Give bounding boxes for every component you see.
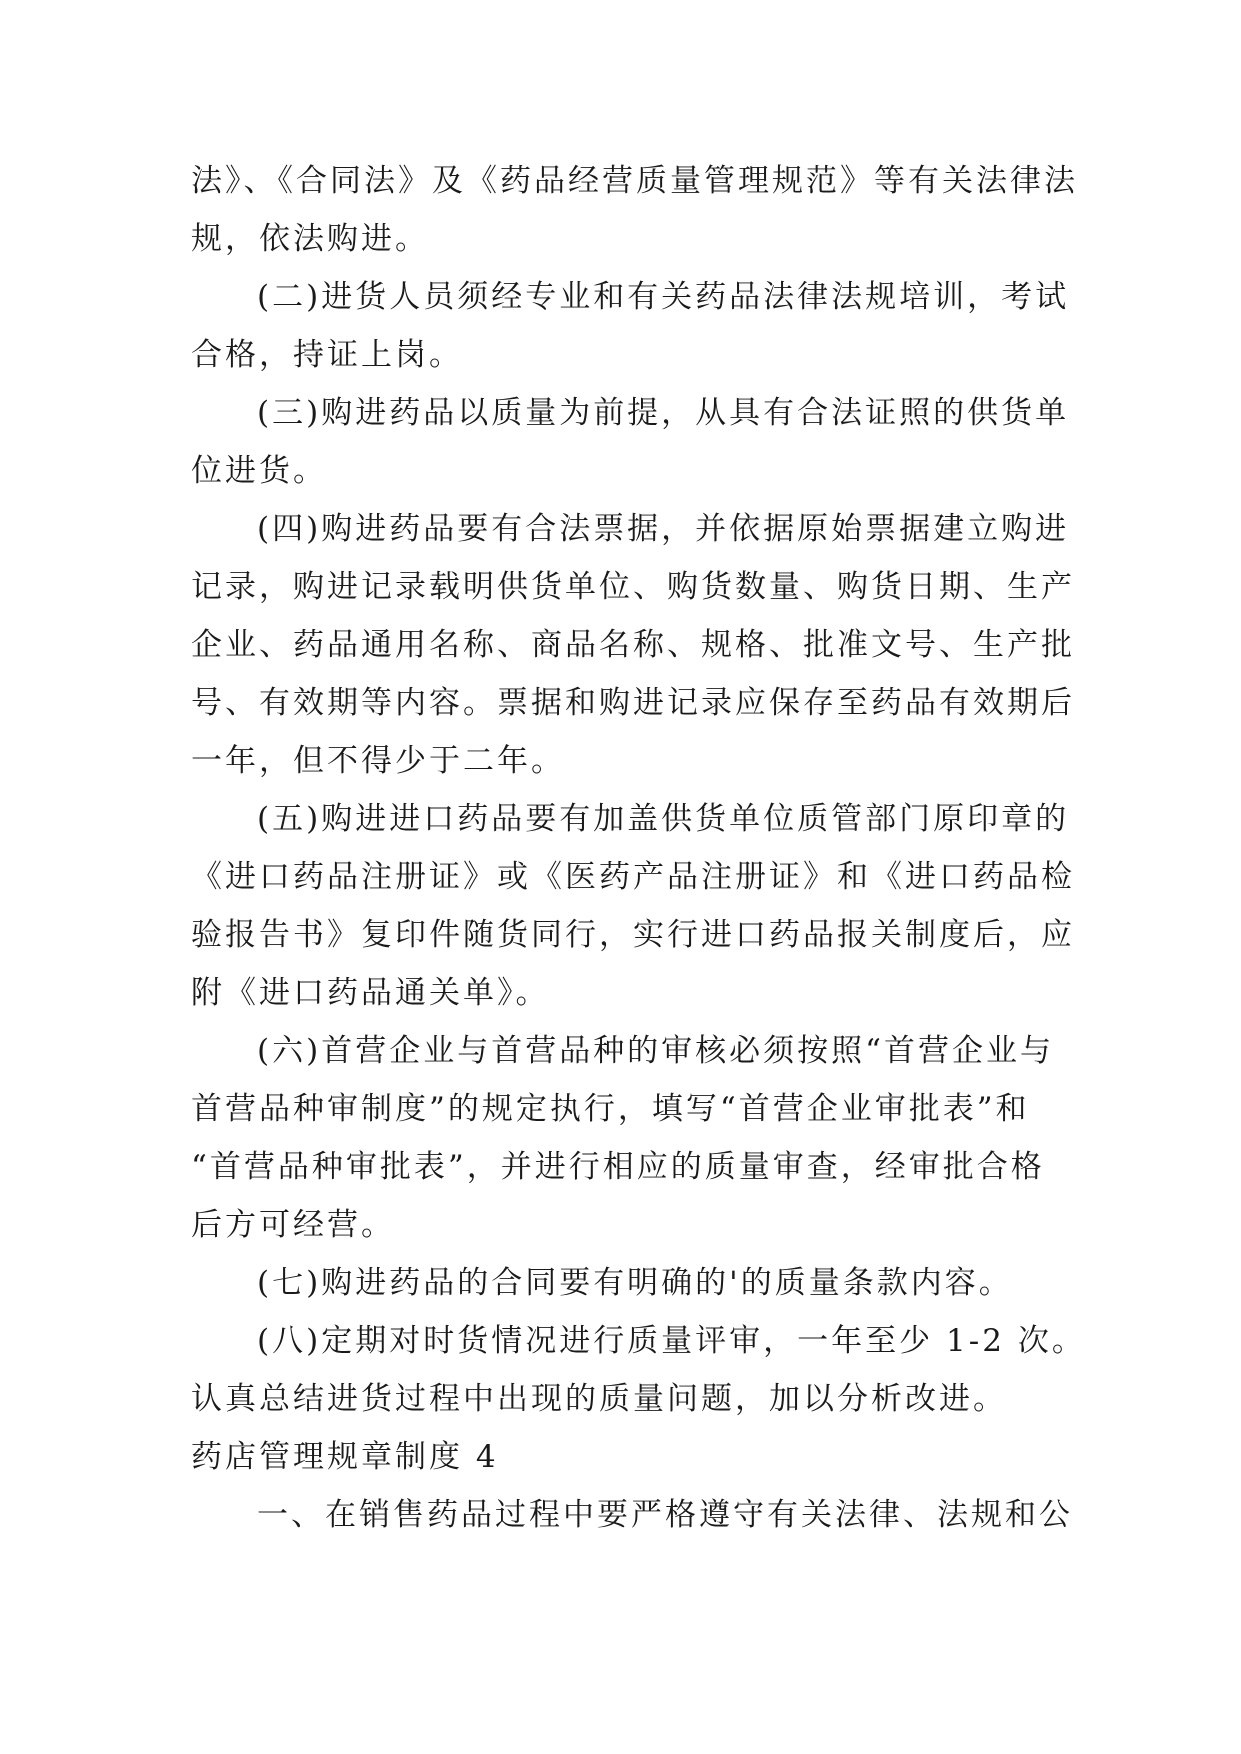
text-line: (八)定期对时货情况进行质量评审，一年至少 1-2 次。 <box>257 1323 1086 1359</box>
text-line: 位进货。 <box>191 453 327 489</box>
text-line: 后方可经营。 <box>191 1207 395 1243</box>
text-line: 一年，但不得少于二年。 <box>191 743 565 779</box>
text-line: 规，依法购进。 <box>191 221 429 257</box>
paragraph-item-5 <box>191 790 1075 1022</box>
text-line: 记录，购进记录载明供货单位、购货数量、购货日期、生产 <box>191 569 1075 605</box>
text-line: (四)购进药品要有合法票据，并依据原始票据建立购进 <box>257 511 1070 547</box>
paragraph-continuation <box>191 152 1078 268</box>
text-line: 认真总结进货过程中出现的质量问题，加以分析改进。 <box>191 1381 1007 1417</box>
text-line: 一、在销售药品过程中要严格遵守有关法律、法规和公 <box>257 1497 1073 1533</box>
paragraph-item-6 <box>191 1022 1061 1254</box>
text-line: 附《进口药品通关单》。 <box>191 975 550 1011</box>
text-line: 企业、药品通用名称、商品名称、规格、批准文号、生产批 <box>191 627 1075 663</box>
text-line: “首营品种审批表”，并进行相应的质量审查，经审批合格 <box>191 1149 1045 1185</box>
document-body <box>191 152 1086 1544</box>
text-line: 法》、《合同法》及《药品经营质量管理规范》等有关法律法 <box>191 163 1078 199</box>
paragraph-item-3 <box>191 384 1070 500</box>
text-line: 《进口药品注册证》或《医药产品注册证》和《进口药品检 <box>191 859 1075 895</box>
text-line: 验报告书》复印件随货同行，实行进口药品报关制度后，应 <box>191 917 1075 953</box>
text-line: 合格，持证上岗。 <box>191 337 463 373</box>
paragraph-item-4 <box>191 500 1075 790</box>
paragraph-item-7 <box>191 1254 1061 1312</box>
text-line: (三)购进药品以质量为前提，从具有合法证照的供货单 <box>257 395 1070 431</box>
text-line: (六)首营企业与首营品种的审核必须按照“首营企业与 <box>257 1033 1055 1069</box>
section-heading <box>191 1428 1061 1486</box>
text-line: 号、有效期等内容。票据和购进记录应保存至药品有效期后 <box>191 685 1075 721</box>
paragraph-section4-item-1 <box>191 1486 1073 1544</box>
paragraph-item-2 <box>191 268 1070 384</box>
text-line: (七)购进药品的合同要有明确的'的质量条款内容。 <box>257 1265 1013 1301</box>
paragraph-item-8 <box>191 1312 1086 1428</box>
text-line: (五)购进进口药品要有加盖供货单位质管部门原印章的 <box>257 801 1070 837</box>
text-line: (二)进货人员须经专业和有关药品法律法规培训，考试 <box>257 279 1070 315</box>
text-line: 首营品种审制度”的规定执行，填写“首营企业审批表”和 <box>191 1091 1030 1127</box>
text-line: 药店管理规章制度 4 <box>191 1439 499 1475</box>
